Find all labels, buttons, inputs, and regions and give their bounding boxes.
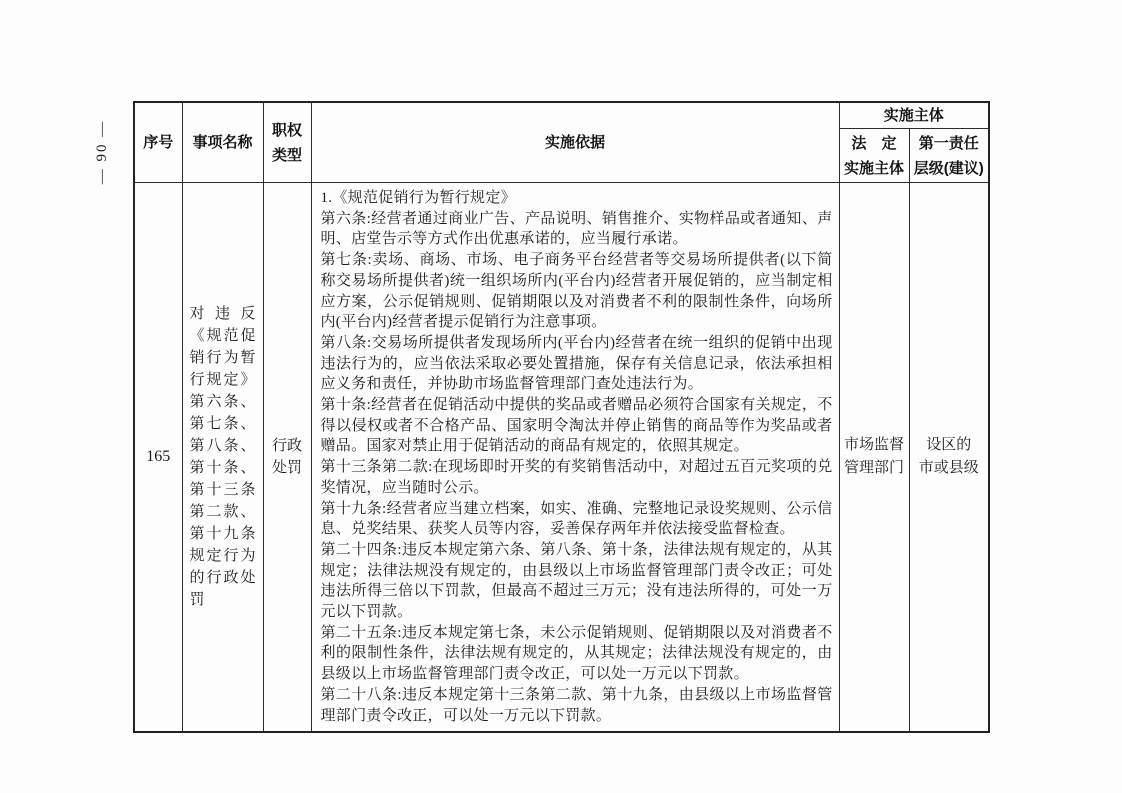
- basis-paragraph: 第十三条第二款:在现场即时开奖的有奖销售活动中，对超过五百元奖项的兑奖情况，应当随时公示。: [320, 459, 833, 496]
- basis-paragraph: 第二十八条:违反本规定第十三条第二款、第十九条，由县级以上市场监督管理部门责令改正，可以处一万元以下罚款。: [320, 686, 833, 724]
- cell-legal-implementer-line2: 管理部门: [843, 460, 904, 477]
- header-implementer-group: 实施主体: [839, 102, 989, 129]
- header-authority-type-line1: 职权: [271, 121, 302, 139]
- header-first-responsibility: [909, 129, 989, 183]
- header-first-responsibility-line1: 第一责任: [918, 134, 979, 152]
- basis-paragraph: 第十九条:经营者应当建立档案，如实、准确、完整地记录设奖规则、公示信息、兑奖结果、获奖人员等内容，妥善保存两年并依法接受监督检查。: [320, 500, 833, 538]
- admin-table: [133, 101, 990, 733]
- header-legal-implementer: [839, 129, 909, 183]
- basis-paragraph: 第二十四条:违反本规定第六条、第八条、第十条，法律法规有规定的，从其规定；法律法规没有规定的，由县级以上市场监督管理部门责令改正；可处违法所得三倍以下罚款，但最高不超过三万元；没有违法所得的，可处一万元以下罚款。: [320, 541, 833, 621]
- cell-authority-type-line2: 处罚: [271, 460, 302, 477]
- cell-authority-type: [263, 183, 311, 733]
- basis-paragraph: 1.《规范促销行为暂行规定》: [320, 190, 516, 206]
- cell-item-name: 对违反《规范促销行为暂行规定》第六条、第七条、第八条、第十条、第十三条第二款、第十九条规定行为的行政处罚: [182, 183, 263, 733]
- header-authority-type-line2: 类型: [271, 146, 302, 164]
- table-row: [134, 183, 989, 733]
- cell-authority-type-line1: 行政: [271, 438, 302, 455]
- basis-paragraph: 第七条:卖场、商场、市场、电子商务平台经营者等交易场所提供者(以下简称交易场所提供者)统一组织场所内(平台内)经营者开展促销的，应当制定相应方案，公示促销规则、促销期限以及对消费者不利的限制性条件，向场所内(平台内)经营者提示促销行为注意事项。: [320, 252, 833, 331]
- cell-legal-implementer-line1: 市场监督: [843, 437, 904, 454]
- header-first-responsibility-line2: 层级(建议): [913, 159, 984, 177]
- header-legal-implementer-line2: 实施主体: [843, 159, 904, 177]
- header-basis: 实施依据: [311, 102, 839, 183]
- basis-paragraph: 第十条:经营者在促销活动中提供的奖品或者赠品必须符合国家有关规定，不得以侵权或者不合格产品、国家明令淘汰并停止销售的商品等作为奖品或者赠品。国家对禁止用于促销活动的商品有规定的，依照其规定。: [320, 397, 833, 455]
- header-legal-implementer-line1: 法 定: [851, 134, 897, 152]
- header-item-name: 事项名称: [182, 102, 263, 183]
- basis-paragraph: 第二十五条:违反本规定第七条，未公示促销规则、促销期限以及对消费者不利的限制性条件，法律法规有规定的，从其规定；法律法规没有规定的，由县级以上市场监督管理部门责令改正，可以处一万元以下罚款。: [320, 624, 833, 683]
- cell-implementation-basis: [311, 183, 839, 733]
- basis-paragraph: 第六条:经营者通过商业广告、产品说明、销售推介、实物样品或者通知、声明、店堂告示等方式作出优惠承诺的，应当履行承诺。: [320, 210, 833, 248]
- cell-first-responsibility-line2: 市或县级: [918, 460, 979, 477]
- cell-first-responsibility-line1: 设区的: [926, 437, 972, 454]
- cell-legal-implementer: [839, 183, 909, 733]
- page-number: — 90 —: [94, 119, 110, 185]
- header-serial: 序号: [134, 102, 182, 183]
- basis-paragraph: 第八条:交易场所提供者发现场所内(平台内)经营者在统一组织的促销中出现违法行为的，应当依法采取必要处置措施，保存有关信息记录，依法承担相应义务和责任，并协助市场监督管理部门查处违法行为。: [320, 334, 833, 393]
- cell-first-responsibility: [909, 183, 989, 733]
- cell-serial-number: 165: [134, 183, 182, 733]
- header-authority-type: [263, 102, 311, 183]
